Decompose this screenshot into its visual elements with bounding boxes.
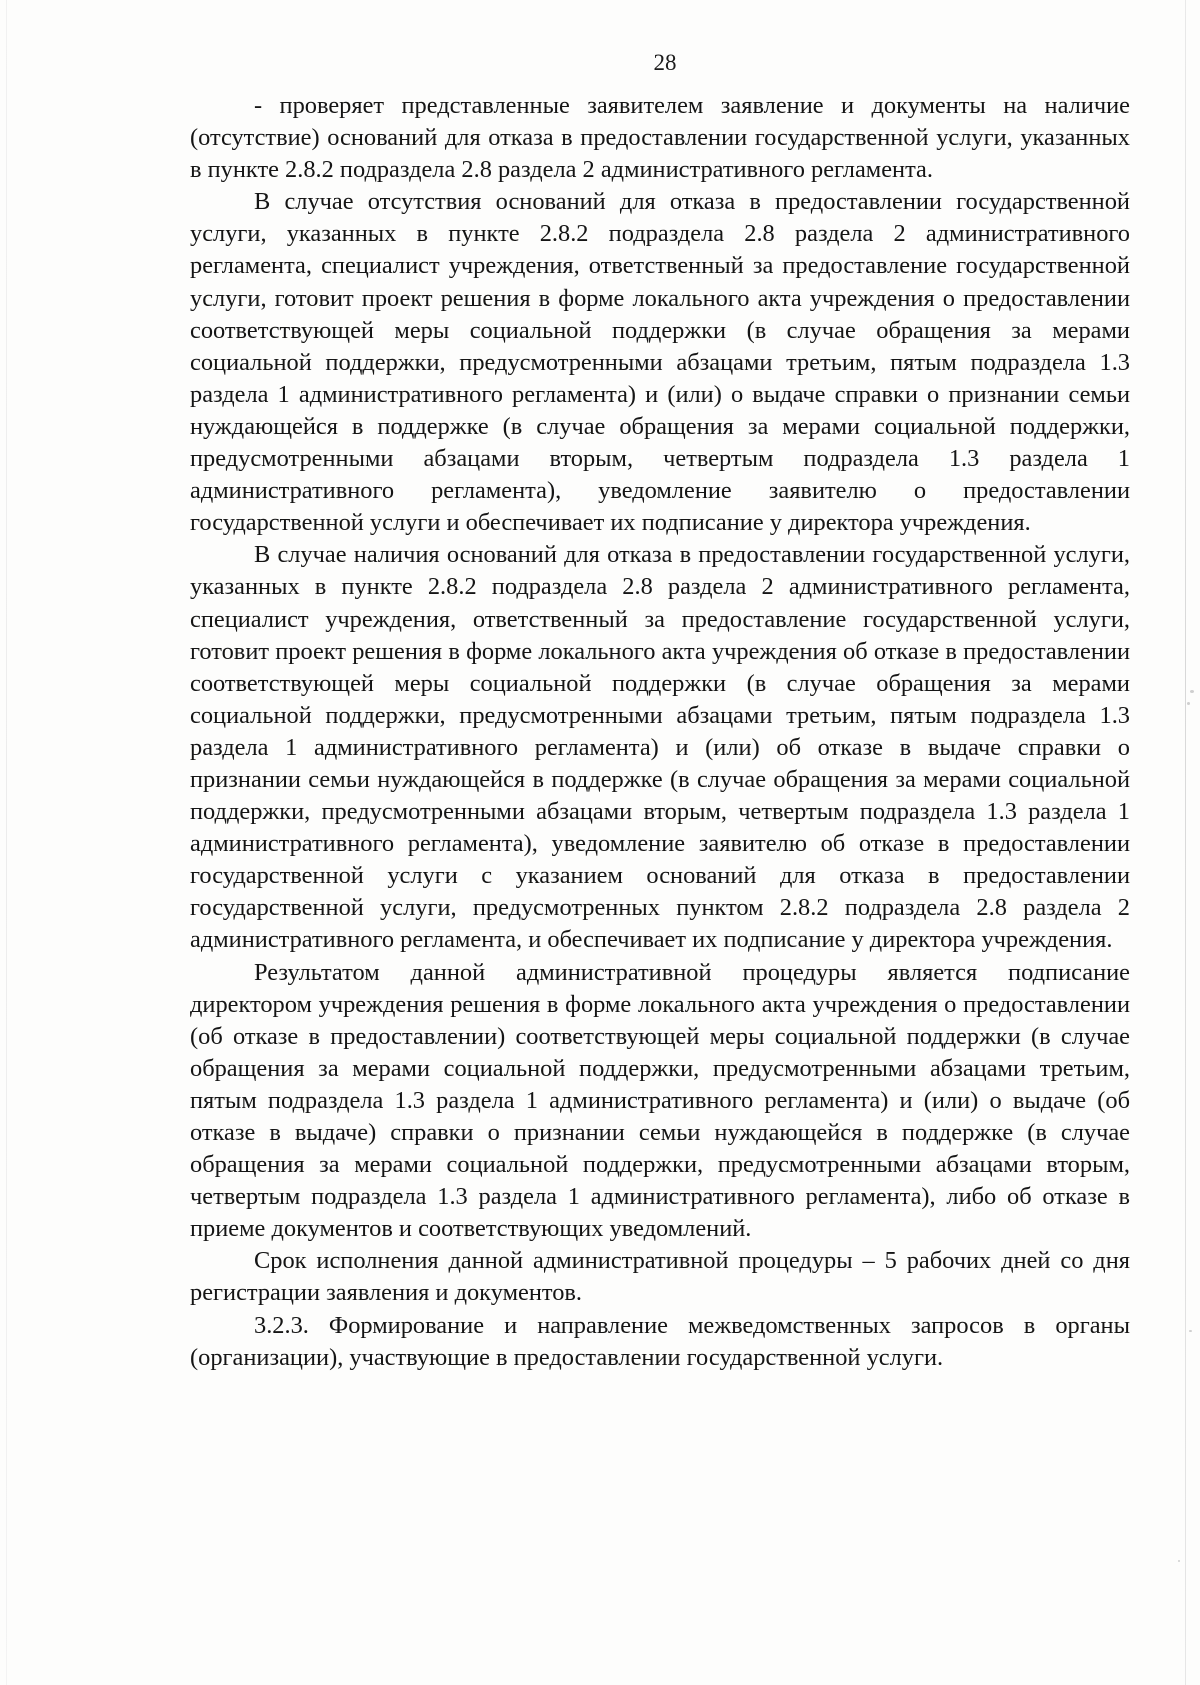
scan-edge-line bbox=[1185, 0, 1186, 1685]
paragraph: В случае отсутствия оснований для отказа в предоставлении государственной услуги, указанных в пункте 2.8.2 подраздела 2.8 раздела 2 административного регламента, специалист учреждения, ответственный за предоставление государственной услуги, готовит проект решения в форме локального акта учреждения о предоставлении соответствующей меры социальной поддержки (в случае обращения за мерами социальной поддержки, предусмотренными абзацами третьим, пятым подраздела 1.3 раздела 1 административного регламента) и (или) о выдаче справки о признании семьи нуждающейся в поддержке (в случае обращения за мерами социальной поддержки, предусмотренными абзацами вторым, четвертым подраздела 1.3 раздела 1 административного регламента), уведомление заявителю о предоставлении государственной услуги и обеспечивает их подписание у директора учреждения. bbox=[190, 188, 1130, 537]
scan-speck bbox=[1178, 1560, 1180, 1562]
paragraph: - проверяет представленные заявителем заявление и документы на наличие (отсутствие) оснований для отказа в предоставлении государственной услуги, указанных в пункте 2.8.2 подраздела 2.8 раздела 2 административного регламента. bbox=[190, 92, 1130, 184]
paragraph: 3.2.3. Формирование и направление межведомственных запросов в органы (организации), участвующие в предоставлении государственной услуги. bbox=[190, 1311, 1130, 1371]
scan-speck bbox=[1189, 1330, 1192, 1332]
scan-speck bbox=[1190, 690, 1194, 693]
scan-speck bbox=[1187, 702, 1190, 705]
scan-edge-line-left bbox=[6, 0, 7, 1685]
paragraph: В случае наличия оснований для отказа в предоставлении государственной услуги, указанных в пункте 2.8.2 подраздела 2.8 раздела 2 административного регламента, специалист учреждения, ответственный за предоставление государственной услуги, готовит проект решения в форме локального акта учреждения об отказе в предоставлении соответствующей меры социальной поддержки (в случае обращения за мерами социальной поддержки, предусмотренными абзацами третьим, пятым подраздела 1.3 раздела 1 административного регламента) и (или) об отказе в выдаче справки о признании семьи нуждающейся в поддержке (в случае обращения за мерами социальной поддержки, предусмотренными абзацами вторым, четвертым подраздела 1.3 раздела 1 административного регламента), уведомление заявителю об отказе в предоставлении государственной услуги с указанием оснований для отказа в предоставлении государственной услуги, предусмотренных пунктом 2.8.2 подраздела 2.8 раздела 2 административного регламента, и обеспечивает их подписание у директора учреждения. bbox=[190, 541, 1130, 954]
paragraph: Срок исполнения данной административной процедуры – 5 рабочих дней со дня регистрации заявления и документов. bbox=[190, 1247, 1130, 1307]
document-body bbox=[190, 90, 1130, 1374]
paragraph: Результатом данной административной процедуры является подписание директором учреждения решения в форме локального акта учреждения о предоставлении (об отказе в предоставлении) соответствующей меры социальной поддержки (в случае обращения за мерами социальной поддержки, предусмотренными абзацами третьим, пятым подраздела 1.3 раздела 1 административного регламента) и (или) о выдаче (об отказе в выдаче) справки о признании семьи нуждающейся в поддержке (в случае обращения за мерами социальной поддержки, предусмотренными абзацами вторым, четвертым подраздела 1.3 раздела 1 административного регламента), либо об отказе в приеме документов и соответствующих уведомлений. bbox=[190, 958, 1130, 1243]
page-number: 28 bbox=[653, 50, 677, 75]
